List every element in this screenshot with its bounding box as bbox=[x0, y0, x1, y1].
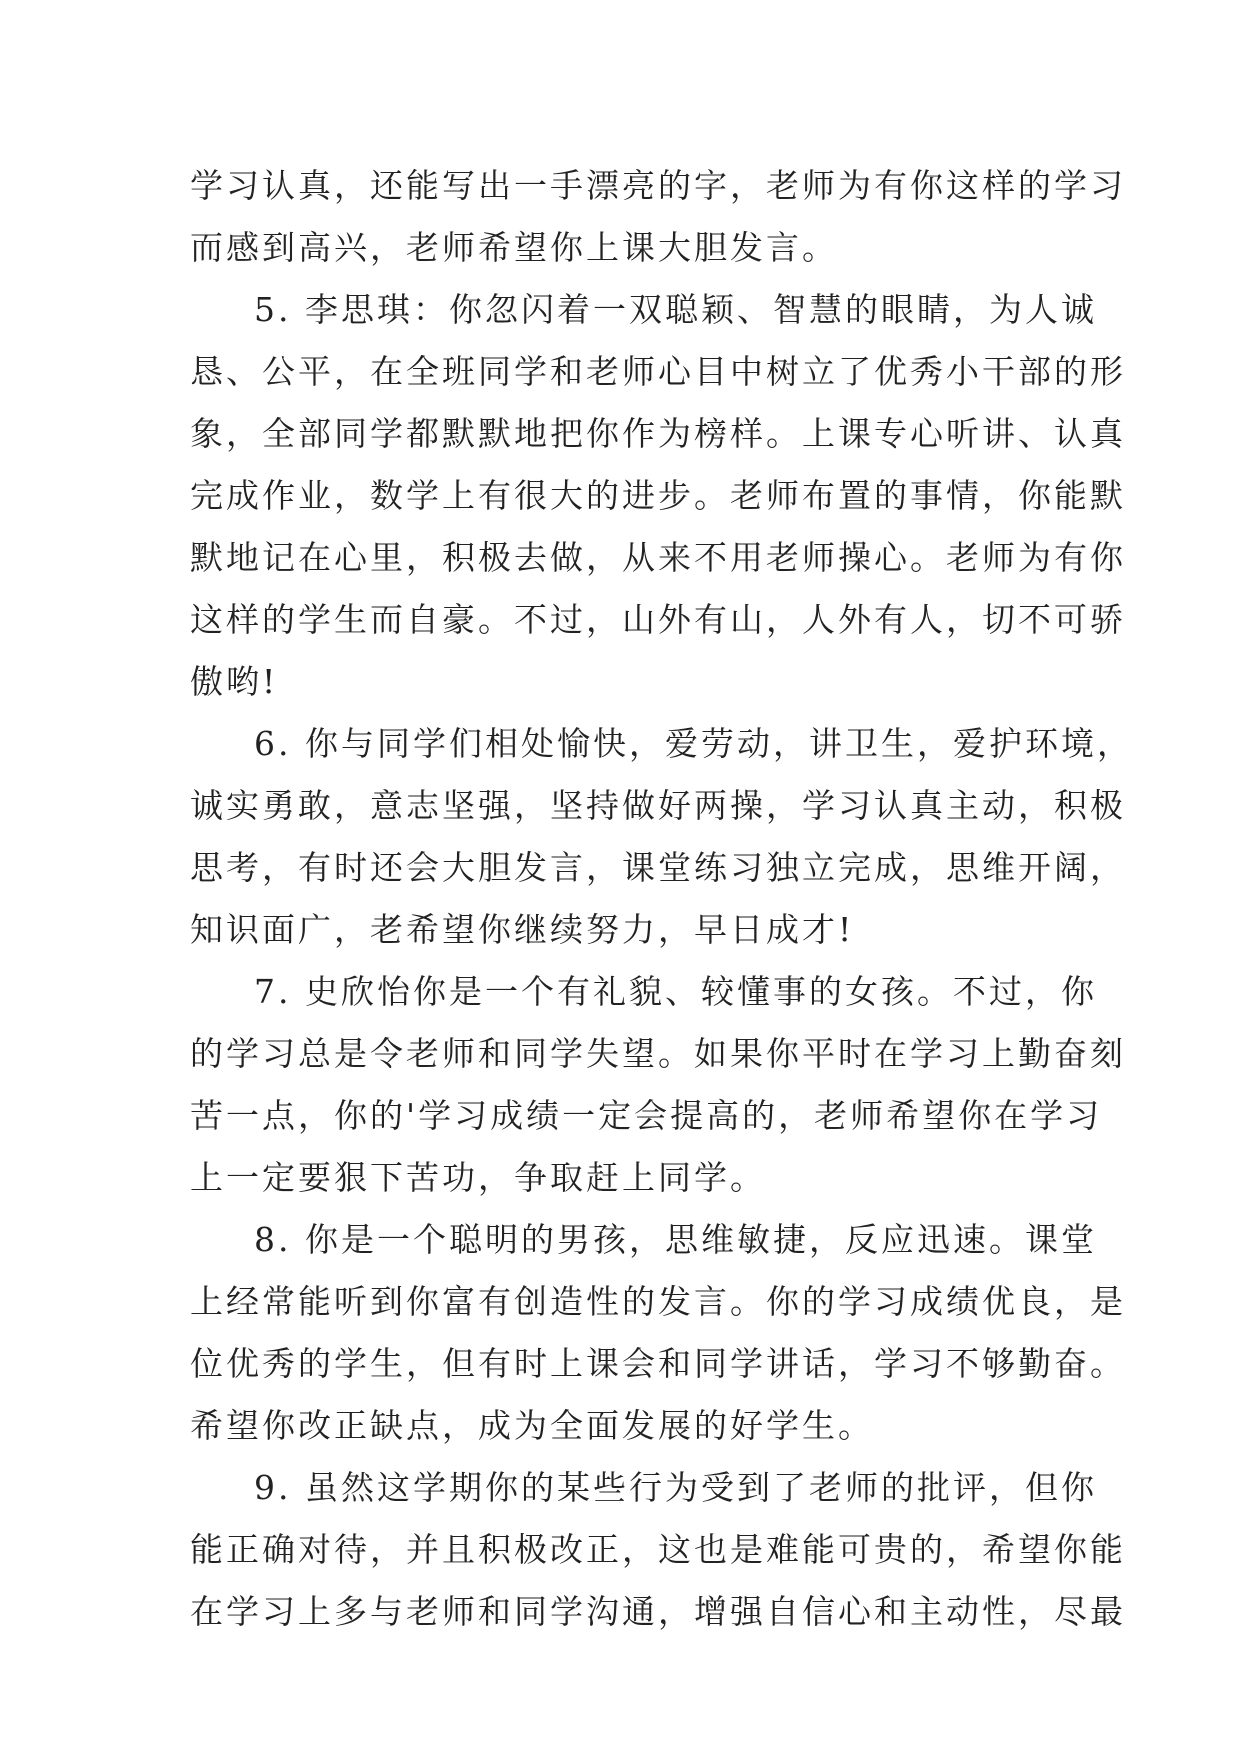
text-line: 思考，有时还会大胆发言，课堂练习独立完成，思维开阔， bbox=[190, 848, 1126, 887]
paragraph-item-7 bbox=[190, 961, 1126, 1209]
text-line: 的学习总是令老师和同学失望。如果你平时在学习上勤奋刻 bbox=[190, 1034, 1126, 1073]
text-line: 位优秀的学生，但有时上课会和同学讲话，学习不够勤奋。 bbox=[190, 1344, 1126, 1383]
text-line: 学习认真，还能写出一手漂亮的字，老师为有你这样的学习 bbox=[190, 166, 1126, 205]
text-line: 恳、公平，在全班同学和老师心目中树立了优秀小干部的形 bbox=[190, 352, 1126, 391]
text-line: 知识面广，老希望你继续努力，早日成才! bbox=[190, 910, 855, 949]
text-line: 5. 李思琪：你忽闪着一双聪颖、智慧的眼睛，为人诚 bbox=[254, 290, 1097, 329]
paragraph-item-6 bbox=[190, 713, 1133, 961]
text-line: 7. 史欣怡你是一个有礼貌、较懂事的女孩。不过，你 bbox=[254, 972, 1097, 1011]
text-line: 9. 虽然这学期你的某些行为受到了老师的批评，但你 bbox=[254, 1468, 1097, 1507]
text-line: 这样的学生而自豪。不过，山外有山，人外有人，切不可骄 bbox=[190, 600, 1126, 639]
text-line: 能正确对待，并且积极改正，这也是难能可贵的，希望你能 bbox=[190, 1530, 1126, 1569]
text-line: 8. 你是一个聪明的男孩，思维敏捷，反应迅速。课堂 bbox=[254, 1220, 1097, 1259]
paragraph-continued bbox=[190, 155, 1126, 279]
text-line: 在学习上多与老师和同学沟通，增强自信心和主动性，尽最 bbox=[190, 1592, 1126, 1631]
paragraph-item-5 bbox=[190, 279, 1126, 713]
paragraph-item-8 bbox=[190, 1209, 1126, 1457]
paragraph-item-9 bbox=[190, 1457, 1126, 1643]
text-line: 傲哟! bbox=[190, 662, 279, 701]
text-line: 而感到高兴，老师希望你上课大胆发言。 bbox=[190, 228, 838, 267]
text-line: 上经常能听到你富有创造性的发言。你的学习成绩优良，是 bbox=[190, 1282, 1126, 1321]
text-line: 希望你改正缺点，成为全面发展的好学生。 bbox=[190, 1406, 874, 1445]
text-line: 象，全部同学都默默地把你作为榜样。上课专心听讲、认真 bbox=[190, 414, 1126, 453]
document-body bbox=[190, 155, 1133, 1643]
text-line: 6. 你与同学们相处愉快，爱劳动，讲卫生，爱护环境， bbox=[254, 724, 1133, 763]
text-line: 完成作业，数学上有很大的进步。老师布置的事情，你能默 bbox=[190, 476, 1126, 515]
text-line: 诚实勇敢，意志坚强，坚持做好两操，学习认真主动，积极 bbox=[190, 786, 1126, 825]
text-line: 苦一点，你的'学习成绩一定会提高的，老师希望你在学习 bbox=[190, 1096, 1103, 1135]
text-line: 上一定要狠下苦功，争取赶上同学。 bbox=[190, 1158, 766, 1197]
text-line: 默地记在心里，积极去做，从来不用老师操心。老师为有你 bbox=[190, 538, 1126, 577]
